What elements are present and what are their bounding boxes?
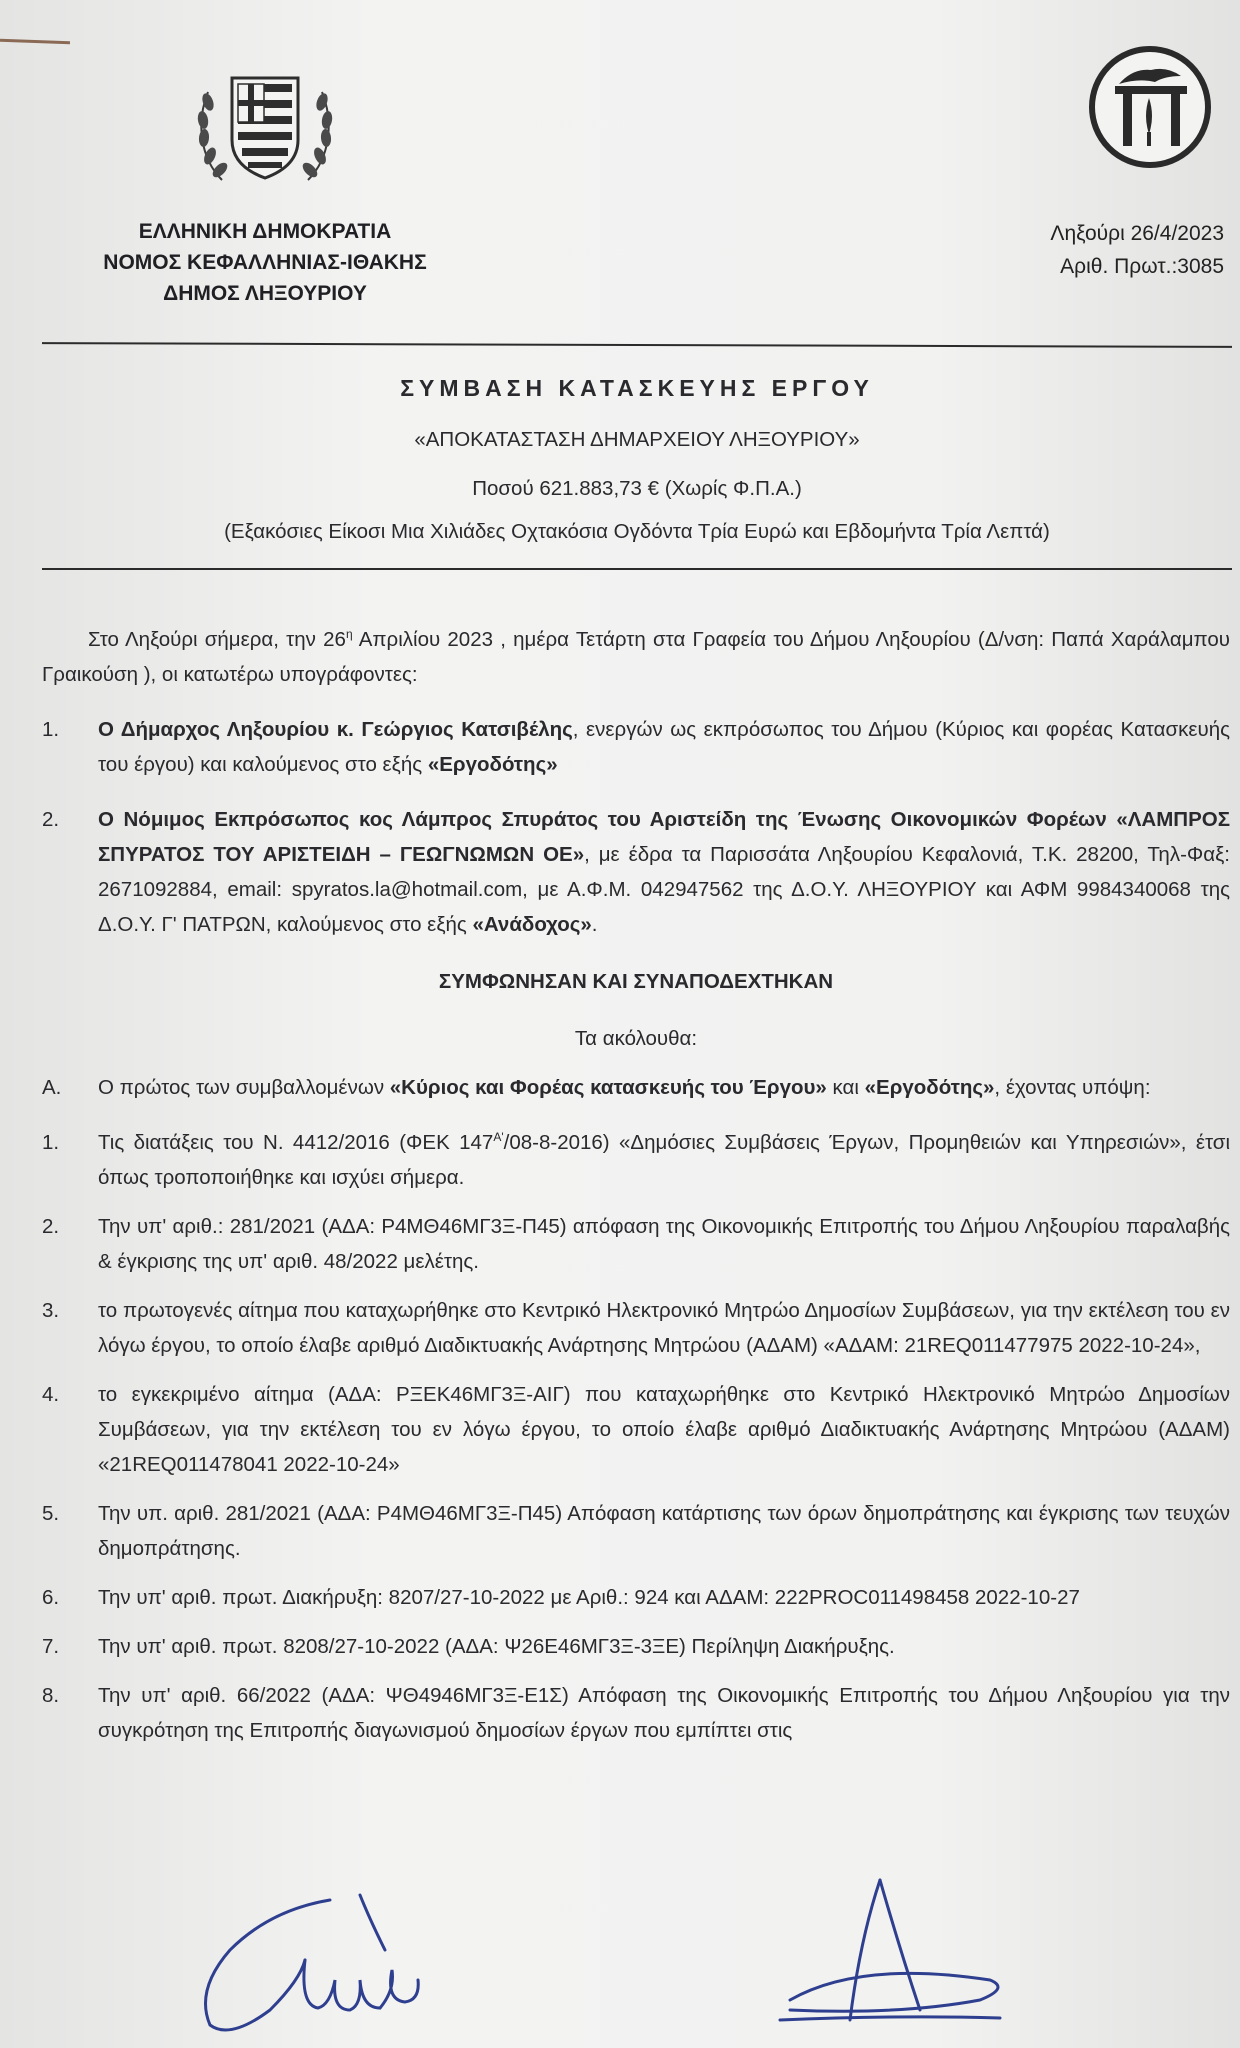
issuer-block	[70, 216, 460, 309]
consideration-item	[42, 1496, 1230, 1566]
agreement-heading: ΣΥΜΦΩΝΗΣΑΝ ΚΑΙ ΣΥΝΑΠΟΔΕΧΤΗΚΑΝ	[438, 970, 834, 993]
item-number: 7.	[42, 1635, 60, 1658]
section-a	[42, 1070, 1230, 1105]
contract-amount-words: (Εξακόσιες Είκοσι Μια Χιλιάδες Οχτακόσια Ογδόντα Τρία Ευρώ και Εβδομήντα Τρία Λεπτά)	[224, 520, 1050, 543]
scan-mark	[0, 39, 70, 44]
party-item	[42, 802, 1230, 942]
intro-text-end: Απριλίου 2023 , ημέρα Τετάρτη στα Γραφεία του Δήμου Ληξουρίου (Δ/νση: Παπά Χαράλαμπου Γραικούση ), οι κατωτέρω υπογράφοντες:	[42, 628, 1230, 686]
party-name: Ο Νόμιμος Εκπρόσωπος κος Λάμπρος Σπυράτος του Αριστείδη της Ένωσης Οικονομικών Φορέων «ΛΑΜΠΡΟΣ ΣΠΥΡΑΤΟΣ ΤΟΥ ΑΡΙΣΤΕΙΔΗ – ΓΕΩΓΝΩΜΩΝ ΟΕ»	[98, 808, 1230, 866]
item-text: /08-8-2016) «Δημόσιες Συμβάσεις Έργων, Προμηθειών και Υπηρεσιών», έτσι όπως τροποποιήθηκε και ισχύει σήμερα.	[98, 1131, 1231, 1189]
consideration-item	[42, 1678, 1230, 1748]
intro-paragraph	[42, 622, 1230, 692]
item-number: 5.	[42, 1502, 60, 1525]
country-name: ΕΛΛΗΝΙΚΗ ΔΗΜΟΚΡΑΤΙΑ	[138, 220, 392, 243]
section-text: , έχοντας υπόψη:	[994, 1076, 1151, 1099]
consideration-item	[42, 1580, 1230, 1615]
party-description: , ενεργών ως εκπρόσωπος του Δήμου (Κύριος και φορέας Κατασκευής του έργου) και καλούμενος στο εξής	[98, 718, 1230, 776]
item-number: 8.	[42, 1684, 60, 1707]
item-number: 2.	[42, 1215, 60, 1238]
section-bold: «Κύριος και Φορέας κατασκευής του Έργου»	[389, 1076, 827, 1099]
municipality-name: ΔΗΜΟΣ ΛΗΞΟΥΡΙΟΥ	[163, 282, 367, 305]
party-role: «Εργοδότης»	[427, 753, 558, 776]
party-number: 2.	[42, 808, 60, 831]
party-role: «Ανάδοχος»	[472, 913, 592, 936]
contract-amount: Ποσού 621.883,73 € (Χωρίς Φ.Π.Α.)	[472, 477, 802, 500]
consideration-item	[42, 1209, 1230, 1279]
item-text: Την υπ' αριθ. πρωτ. 8208/27-10-2022 (ΑΔΑ: Ψ26Ε46ΜΓ3Ξ-3ΞΕ) Περίληψη Διακήρυξης.	[98, 1635, 895, 1658]
party-number: 1.	[42, 718, 60, 741]
top-divider	[42, 342, 1232, 348]
section-text: Ο πρώτος των συμβαλλομένων	[98, 1076, 390, 1099]
contractor-signature	[780, 1880, 1000, 2020]
intro-superscript: η	[345, 627, 353, 642]
item-text: Την υπ' αριθ.: 281/2021 (ΑΔΑ: Ρ4ΜΘ46ΜΓ3Ξ-Π45) απόφαση της Οικονομικής Επιτροπής του Δήμου Ληξουρίου παραλαβής & έγκρισης της υπ' αριθ. 48/2022 μελέτης.	[98, 1215, 1230, 1273]
item-number: 6.	[42, 1586, 60, 1609]
prefecture-name: ΝΟΜΟΣ ΚΕΦΑΛΛΗΝΙΑΣ-ΙΘΑΚΗΣ	[103, 251, 427, 274]
consideration-item	[42, 1293, 1230, 1363]
contract-body	[42, 622, 1230, 1748]
document-date: Ληξούρι 26/4/2023	[1050, 222, 1224, 245]
section-text: και	[826, 1076, 865, 1099]
date-protocol-block	[1050, 217, 1224, 283]
item-number: 4.	[42, 1383, 60, 1406]
item-number: 1.	[42, 1131, 60, 1154]
protocol-number: Αριθ. Πρωτ.:3085	[1060, 255, 1224, 278]
party-name: Ο Δήμαρχος Ληξουρίου κ. Γεώργιος Κατσιβέλης	[98, 718, 573, 741]
section-letter: Α.	[42, 1076, 62, 1099]
bottom-divider	[42, 568, 1232, 570]
project-name: «ΑΠΟΚΑΤΑΣΤΑΣΗ ΔΗΜΑΡΧΕΙΟΥ ΛΗΞΟΥΡΙΟΥ»	[414, 428, 860, 451]
item-text: Την υπ. αριθ. 281/2021 (ΑΔΑ: Ρ4ΜΘ46ΜΓ3Ξ-Π45) Απόφαση κατάρτισης των όρων δημοπράτησης και έγκρισης των τευχών δημοπράτησης.	[98, 1502, 1230, 1560]
item-text: το πρωτογενές αίτημα που καταχωρήθηκε στο Κεντρικό Ηλεκτρονικό Μητρώο Δημοσίων Συμβάσεων, για την εκτέλεση του εν λόγω έργου, το οποίο έλαβε αριθμό Διαδικτυακής Ανάρτησης Μητρώου (ΑΔΑΜ) «ΑΔΑΜ: 21REQ011477975 2022-10-24»,	[98, 1299, 1230, 1357]
consideration-item	[42, 1125, 1230, 1195]
municipality-logo-icon	[1085, 42, 1215, 172]
greek-coat-of-arms-icon	[190, 62, 340, 190]
item-text: Τις διατάξεις του Ν. 4412/2016 (ΦΕΚ 147	[98, 1131, 494, 1154]
document-title: ΣΥΜΒΑΣΗ ΚΑΤΑΣΚΕΥΗΣ ΕΡΓΟΥ	[400, 375, 874, 401]
section-bold: «Εργοδότης»	[864, 1076, 995, 1099]
item-number: 3.	[42, 1299, 60, 1322]
party-suffix: .	[591, 913, 598, 936]
signatures-area	[0, 1840, 1240, 2048]
consideration-item	[42, 1629, 1230, 1664]
item-text: Την υπ' αριθ. πρωτ. Διακήρυξη: 8207/27-10-2022 με Αριθ.: 924 και ΑΔΑΜ: 222PROC011498458 2022-10-27	[98, 1586, 1080, 1609]
item-superscript: Α'	[493, 1130, 504, 1145]
consideration-item	[42, 1377, 1230, 1482]
item-text: Την υπ' αριθ. 66/2022 (ΑΔΑ: ΨΘ4946ΜΓ3Ξ-Ε1Σ) Απόφαση της Οικονομικής Επιτροπής του Δήμου Ληξουρίου για την συγκρότηση της Επιτροπής διαγωνισμού δημοσίων έργων που εμπίπτει στις	[98, 1684, 1230, 1742]
intro-text-start: Στο Ληξούρι σήμερα, την 26	[88, 628, 346, 651]
party-item	[42, 712, 1230, 782]
mayor-signature	[206, 1895, 419, 2030]
party-description: , με έδρα τα Παρισσάτα Ληξουρίου Κεφαλονιά, Τ.Κ. 28200, Τηλ-Φαξ: 2671092884, email: spyratos.la@hotmail.com, με Α.Φ.Μ. 042947562 της Δ.Ο.Υ. ΛΗΞΟΥΡΙΟΥ και ΑΦΜ 9984340068 της Δ.Ο.Υ. Γ' ΠΑΤΡΩΝ, καλούμενος στο εξής	[98, 843, 1230, 936]
item-text: το εγκεκριμένο αίτημα (ΑΔΑ: ΡΞΕΚ46ΜΓ3Ξ-ΑΙΓ) που καταχωρήθηκε στο Κεντρικό Ηλεκτρονικό Μητρώο Δημοσίων Συμβάσεων, για την εκτέλεση του εν λόγω έργου, το οποίο έλαβε αριθμό Διαδικτυακής Ανάρτησης Μητρώου (ΑΔΑΜ) «21REQ011478041 2022-10-24»	[98, 1383, 1230, 1476]
following-label: Τα ακόλουθα:	[574, 1027, 698, 1050]
